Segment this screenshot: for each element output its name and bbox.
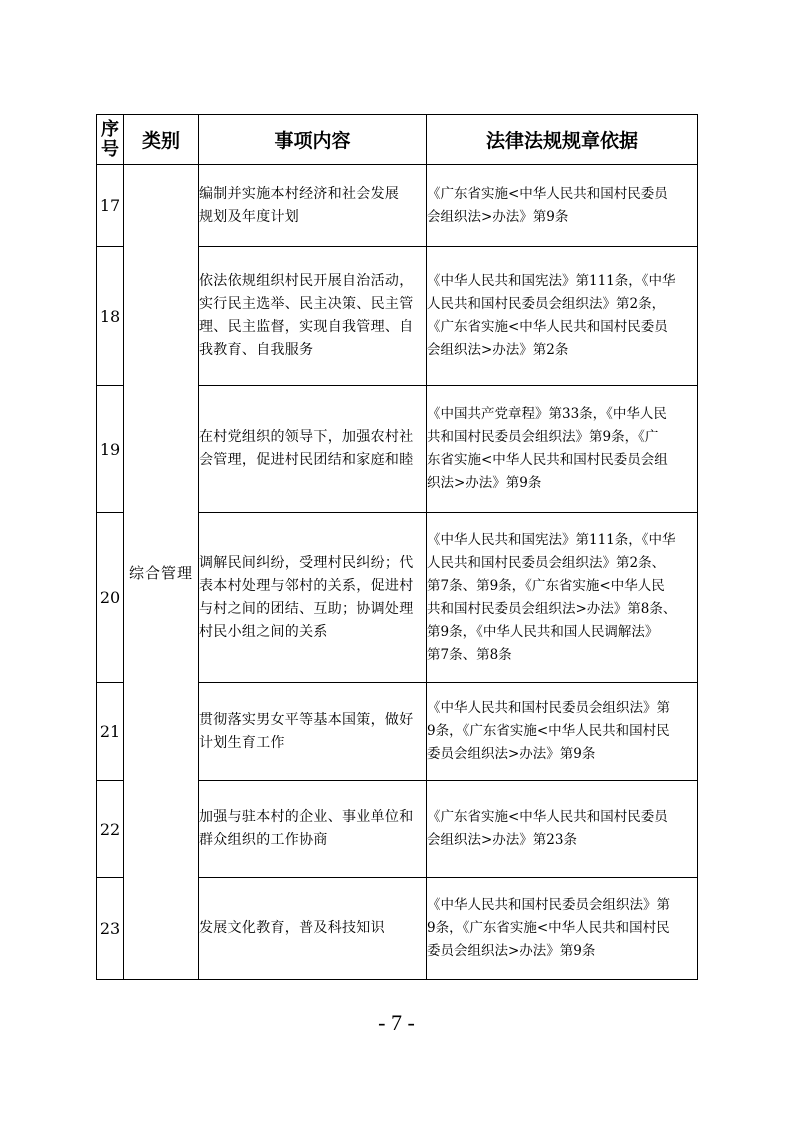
row-law: 《广东省实施<中华人民共和国村民委员 会组织法>办法》第9条 <box>427 165 698 247</box>
page-number: - 7 - <box>378 1010 415 1035</box>
row-number: 17 <box>97 165 124 247</box>
header-seq: 序号 <box>97 115 124 165</box>
row-content: 调解民间纠纷，受理村民纠纷；代 表本村处理与邻村的关系，促进村 与村之间的团结、互助；协调处理 村民小组之间的关系 <box>199 513 427 683</box>
row-law: 《中国共产党章程》第33条，《中华人民 共和国村民委员会组织法》第9条，《广 东省实施<中华人民共和国村民委员会组 织法>办法》第9条 <box>427 386 698 513</box>
row-law: 《中华人民共和国宪法》第111条，《中华 人民共和国村民委员会组织法》第2条、 第7条、第9条，《广东省实施<中华人民 共和国村民委员会组织法>办法》第8条、 第9条，《中华人民共和国人民调解法》 第7条、第8条 <box>427 513 698 683</box>
row-number: 23 <box>97 878 124 980</box>
row-content: 发展文化教育，普及科技知识 <box>199 878 427 980</box>
row-law: 《中华人民共和国村民委员会组织法》第 9条，《广东省实施<中华人民共和国村民 委员会组织法>办法》第9条 <box>427 878 698 980</box>
row-content: 加强与驻本村的企业、事业单位和 群众组织的工作协商 <box>199 781 427 878</box>
header-law: 法律法规规章依据 <box>427 115 698 165</box>
items-table <box>96 114 698 980</box>
row-number: 20 <box>97 513 124 683</box>
row-law: 《中华人民共和国宪法》第111条，《中华 人民共和国村民委员会组织法》第2条， 《广东省实施<中华人民共和国村民委员 会组织法>办法》第2条 <box>427 247 698 386</box>
row-content: 贯彻落实男女平等基本国策，做好 计划生育工作 <box>199 683 427 781</box>
header-category: 类别 <box>124 115 199 165</box>
header-row <box>97 115 698 165</box>
header-content: 事项内容 <box>199 115 427 165</box>
row-law: 《中华人民共和国村民委员会组织法》第 9条，《广东省实施<中华人民共和国村民 委员会组织法>办法》第9条 <box>427 683 698 781</box>
row-law: 《广东省实施<中华人民共和国村民委员 会组织法>办法》第23条 <box>427 781 698 878</box>
row-content: 依法依规组织村民开展自治活动， 实行民主选举、民主决策、民主管 理、民主监督，实现自我管理、自 我教育、自我服务 <box>199 247 427 386</box>
row-content: 编制并实施本村经济和社会发展 规划及年度计划 <box>199 165 427 247</box>
category-cell: 综合管理 <box>124 165 199 980</box>
row-number: 21 <box>97 683 124 781</box>
row-number: 19 <box>97 386 124 513</box>
row-content: 在村党组织的领导下，加强农村社 会管理，促进村民团结和家庭和睦 <box>199 386 427 513</box>
table-row <box>97 165 698 247</box>
row-number: 22 <box>97 781 124 878</box>
row-number: 18 <box>97 247 124 386</box>
